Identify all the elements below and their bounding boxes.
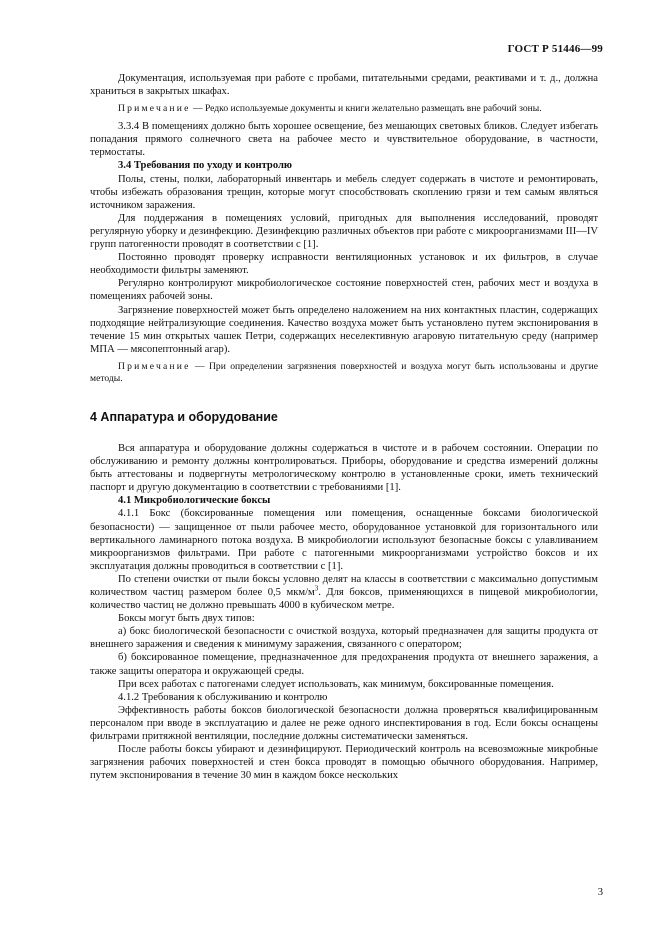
subsection-heading: 3.4 Требования по уходу и контролю	[118, 160, 293, 172]
page-number: 3	[597, 887, 603, 898]
note-text: — Редко используемые документы и книги желательно размещать вне рабочий зоны.	[190, 103, 542, 115]
paragraph: 3.3.4 В помещениях должно быть хорошее освещение, без мешающих световых бликов. Следует избегать попадания прямого солнечного света на рабочее место и чувствительное оборудование, в частности, термостаты.	[90, 121, 598, 159]
note-label: Примечание	[118, 103, 191, 115]
list-item: а) бокс биологической безопасности с очисткой воздуха, который предназначен для защиты продукта от внешнего заражения и сведения к минимуму заражения, связанного с оператором;	[90, 626, 598, 651]
paragraph: Загрязнение поверхностей может быть определено наложением на них контактных пластин, содержащих подходящие нейтрализующие соединения. Качество воздуха может быть установлено путем экспонирования в течение 15 мин открытых чашек Петри, содержащих неселективную агаровую питательную среду (например МПА — мясопептонный агар).	[90, 304, 598, 355]
paragraph: Вся аппаратура и оборудование должны содержаться в чистоте и в рабочем состоянии. Операции по обслуживанию и ремонту должны контролироваться. Приборы, оборудование и средства измерений должны быть аттестованы и подвергнуты метрологическому контролю в установленные сроки, иметь технический паспорт и другую документацию в соответствии с требованиями [1].	[90, 442, 598, 494]
paragraph: Документация, используемая при работе с пробами, питательными средами, реактивами и т. д., должна храниться в закрытых шкафах.	[90, 73, 598, 98]
paragraph: 4.1.1 Бокс (боксированные помещения или помещения, оснащенные боксами биологической безопасности) — защищенное от пыли рабочее место, оборудованное установкой для горизонтального или вертикального ламинарного потока воздуха. В микробиологии используют безопасные боксы с улавливанием микроорганизмов фильтрами. При работе с патогенными микроорганизмами устройство боксов и их эксплуатация должны проводиться в соответствии с [1].	[90, 508, 598, 572]
paragraph-text: По степени очистки от пыли боксы условно делят на классы в соответствии с максимально допустимым количеством частиц размером более 0,5 мкм/м	[90, 573, 598, 598]
paragraph: Полы, стены, полки, лабораторный инвентарь и мебель следует содержать в чистоте и ремонтировать, чтобы избежать образования трещин, которые могут способствовать скоплению грязи и тем самым являться источником заражения.	[90, 173, 598, 211]
subsection-heading: 4.1 Микробиологические боксы	[118, 495, 271, 507]
paragraph: Постоянно проводят проверку исправности вентиляционных установок и их фильтров, в случае необходимости фильтры заменяют.	[90, 252, 598, 277]
paragraph: Эффективность работы боксов биологической безопасности должна проверяться квалифицированным персоналом при вводе в эксплуатацию и далее не реже одного инспектирования в год. Если боксы оснащены фильтрами притяжной вентиляции, последние должны систематически заменяться.	[90, 704, 598, 743]
list-item: б) боксированное помещение, предназначенное для предохранения продукта от внешнего заражения, а также защиты оператора и окружающей среды.	[90, 652, 598, 677]
section-heading: 4 Аппаратура и оборудование	[90, 409, 278, 424]
document-code: ГОСТ Р 51446—99	[507, 43, 603, 55]
paragraph	[90, 573, 598, 612]
note-label: Примечание	[118, 360, 191, 372]
paragraph: При всех работах с патогенами следует использовать, как минимум, боксированные помещения.	[118, 678, 554, 690]
superscript: 3	[314, 584, 319, 593]
paragraph: Регулярно контролируют микробиологическое состояние поверхностей стен, рабочих мест и воздуха в помещениях рабочей зоны.	[90, 278, 598, 303]
note	[90, 103, 598, 115]
note	[90, 361, 598, 385]
paragraph: 4.1.2 Требования к обслуживанию и контролю	[118, 691, 328, 703]
paragraph: Для поддержания в помещениях условий, пригодных для выполнения исследований, проводят регулярную уборку и дезинфекцию. Дезинфекцию различных объектов при работе с микроорганизмами III—IV групп патогенности проводят в соответствии с [1].	[90, 212, 598, 251]
paragraph: После работы боксы убирают и дезинфицируют. Периодический контроль на всевозможные микробные загрязнения рабочих поверхностей и стен бокса проводят в помощью обычного оборудования. Например, путем экспонирования в течение 30 мин в каждом боксе нескольких	[90, 744, 598, 782]
note-text: — При определении загрязнения поверхностей и воздуха могут быть использованы и другие методы.	[90, 360, 598, 384]
page-content	[90, 72, 598, 782]
paragraph: Боксы могут быть двух типов:	[118, 613, 255, 625]
paragraph-text: . Для боксов, применяющихся в пищевой микробиологии, количество частиц не должно превышать 4000 в кубическом метре.	[90, 587, 598, 612]
